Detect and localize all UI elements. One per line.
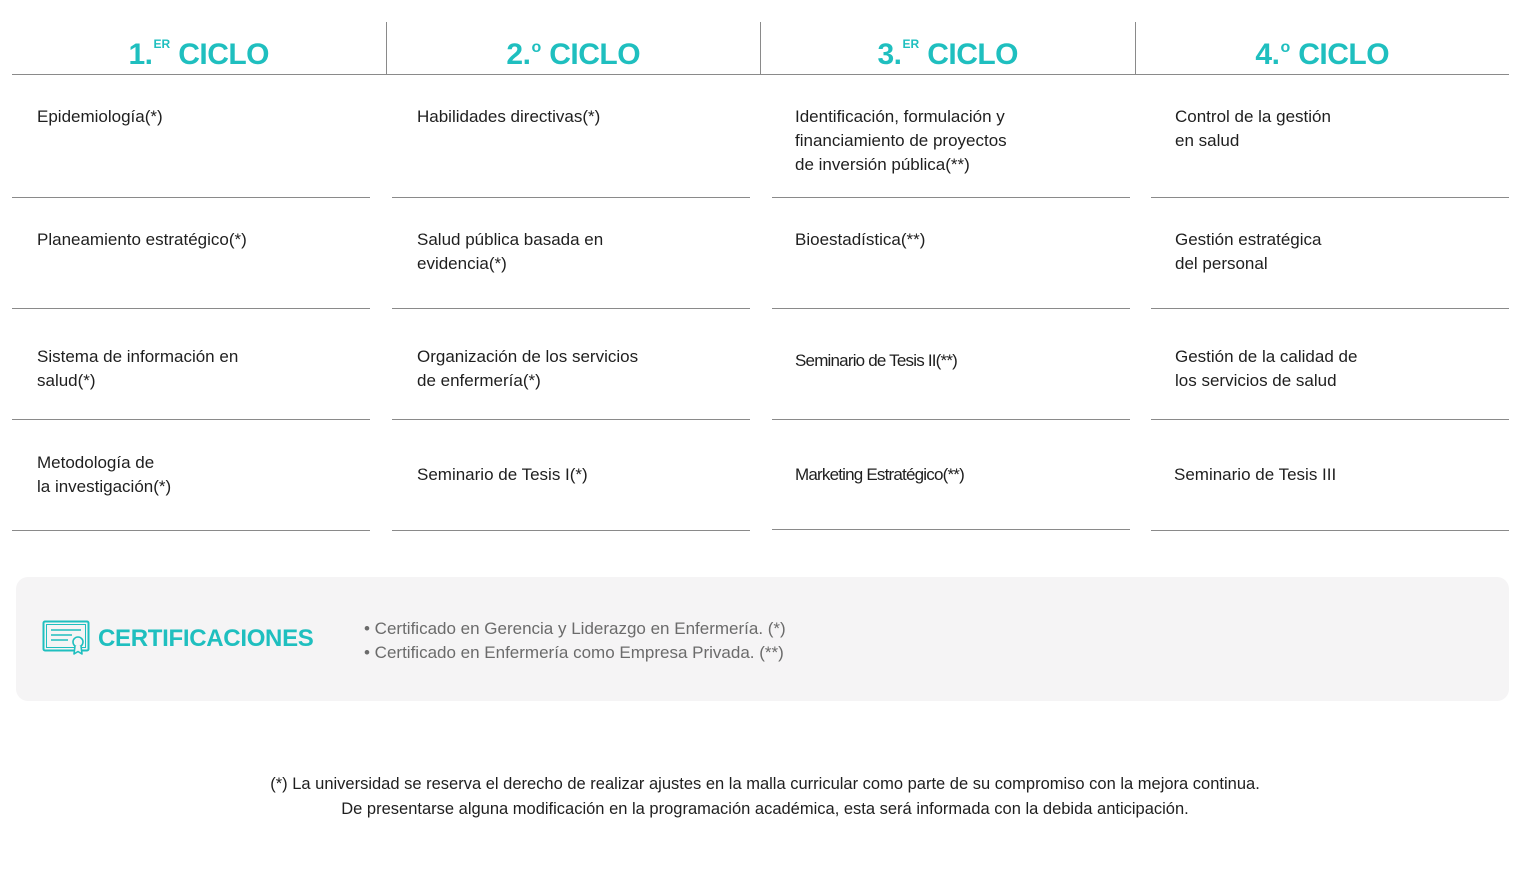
course-cell — [12, 74, 370, 198]
cycle-3-suffix: ER — [902, 37, 920, 51]
cycle-3-label: CICLO — [927, 38, 1019, 71]
cycle-2-number: 2. — [506, 38, 531, 71]
cycle-header-1 — [12, 22, 386, 74]
course-cell — [1151, 198, 1509, 309]
course-name: Seminario de Tesis I(*) — [417, 465, 588, 484]
course-cell — [1151, 74, 1509, 198]
course-name: Metodología de la investigación(*) — [37, 453, 172, 496]
cycle-1-number: 1. — [128, 38, 153, 71]
footnote — [0, 772, 1530, 822]
course-cell — [772, 198, 1130, 309]
course-cell — [1151, 309, 1509, 420]
course-name: Identificación, formulación y financiamiento de proyectos de inversión pública(**) — [795, 107, 1007, 174]
cycle-2-label: CICLO — [549, 38, 641, 71]
cycle-4-label: CICLO — [1298, 38, 1390, 71]
course-cell — [392, 420, 750, 531]
cycle-4-number: 4. — [1255, 38, 1280, 71]
course-name: Planeamiento estratégico(*) — [37, 230, 247, 249]
course-name: Habilidades directivas(*) — [417, 107, 601, 126]
cycle-4-suffix: o — [1280, 39, 1291, 56]
certificate-icon — [42, 620, 90, 656]
cycle-header-3 — [760, 22, 1135, 74]
cycle-2-suffix: o — [531, 39, 542, 56]
course-cell — [392, 198, 750, 309]
certification-item: • Certificado en Enfermería como Empresa Privada. (**) — [364, 643, 784, 662]
cycle-1-label: CICLO — [178, 38, 270, 71]
course-name: Epidemiología(*) — [37, 107, 163, 126]
footnote-line-2: De presentarse alguna modificación en la programación académica, esta será informada con la debida anticipación. — [341, 800, 1189, 818]
course-cell — [12, 309, 370, 420]
footnote-line-1: (*) La universidad se reserva el derecho de realizar ajustes en la malla curricular como parte de su compromiso con la mejora continua. — [270, 775, 1260, 793]
course-cell — [12, 198, 370, 309]
cycle-1-suffix: ER — [153, 37, 171, 51]
course-cell — [772, 420, 1130, 530]
certifications-title: CERTIFICACIONES — [98, 625, 314, 652]
course-cell — [772, 309, 1130, 420]
course-cell — [772, 74, 1130, 198]
certifications-list — [364, 617, 786, 665]
course-name: Seminario de Tesis III — [1174, 465, 1337, 484]
certifications-panel — [16, 577, 1509, 701]
course-name: Bioestadística(**) — [795, 230, 926, 249]
course-name: Marketing Estratégico(**) — [795, 465, 964, 484]
course-cell — [12, 420, 370, 531]
course-name: Gestión de la calidad de los servicios de salud — [1175, 347, 1358, 390]
course-cell — [392, 74, 750, 198]
course-name: Gestión estratégica del personal — [1175, 230, 1322, 273]
cycle-3-number: 3. — [877, 38, 902, 71]
course-cell — [1151, 420, 1509, 531]
course-name: Seminario de Tesis II(**) — [795, 351, 958, 370]
course-cell — [392, 309, 750, 420]
cycle-header-4 — [1135, 22, 1510, 74]
course-name: Sistema de información en salud(*) — [37, 347, 239, 390]
cycle-header-2 — [386, 22, 761, 74]
certification-item: • Certificado en Gerencia y Liderazgo en Enfermería. (*) — [364, 619, 786, 638]
course-name: Salud pública basada en evidencia(*) — [417, 230, 604, 273]
cycle-header-row — [12, 22, 1509, 75]
course-name: Control de la gestión en salud — [1175, 107, 1331, 150]
course-name: Organización de los servicios de enfermería(*) — [417, 347, 639, 390]
